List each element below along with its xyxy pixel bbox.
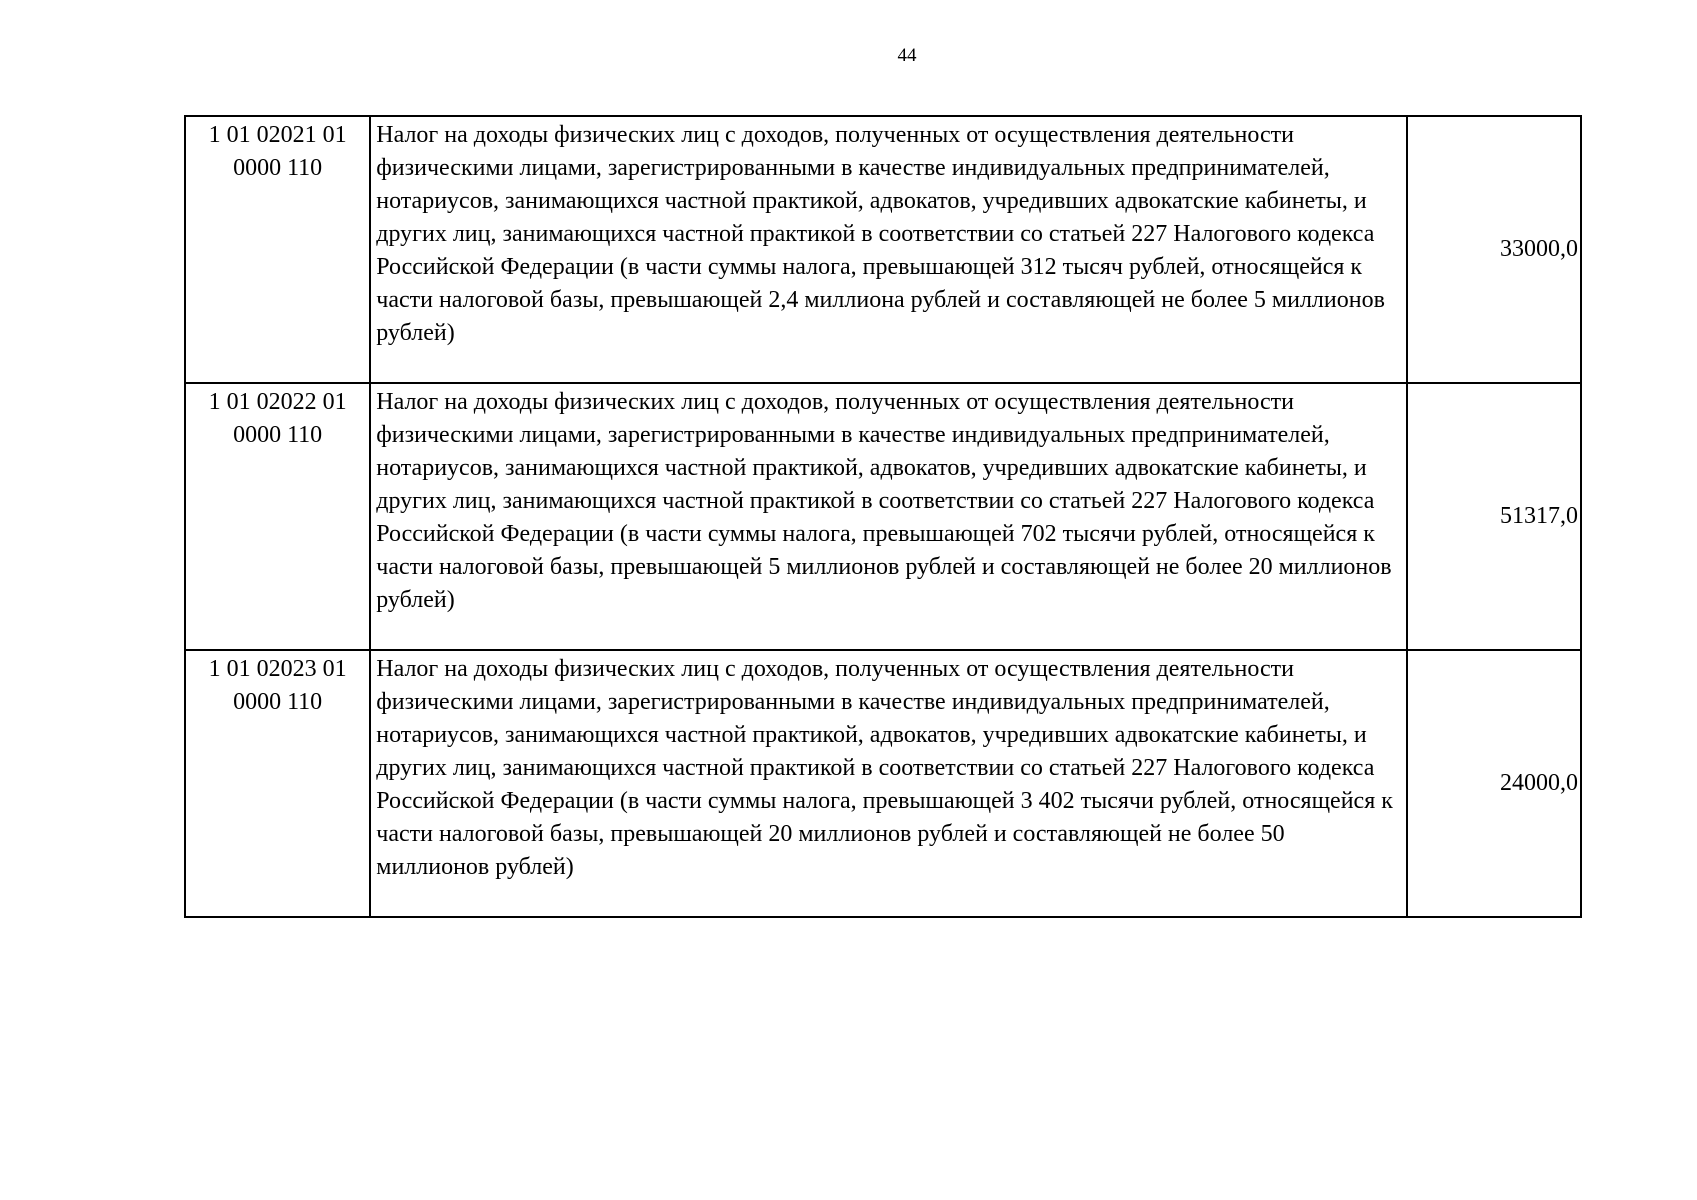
page-number: 44 bbox=[897, 45, 917, 66]
revenue-name-cell: Налог на доходы физических лиц с доходов, полученных от осуществления деятельности физическими лицами, зарегистрированными в качестве индивидуальных предпринимателей, нотариусов, занимающихся частной практикой, адвокатов, учредивших адвокатские кабинеты, и других лиц, занимающихся частной практикой в соответствии со статьей 227 Налогового кодекса Российской Федерации (в части суммы налога, превышающей 312 тысяч рублей, относящейся к части налоговой базы, превышающей 2,4 миллиона рублей и составляющей не более 5 миллионов рублей) bbox=[370, 116, 1406, 383]
budget-code-line: 0000 110 bbox=[233, 422, 323, 448]
budget-code-cell bbox=[185, 383, 370, 650]
budget-code-line: 1 01 02021 01 bbox=[208, 122, 347, 148]
budget-code-line: 1 01 02023 01 bbox=[208, 656, 347, 682]
table-row bbox=[185, 116, 1581, 383]
revenue-name-cell: Налог на доходы физических лиц с доходов, полученных от осуществления деятельности физическими лицами, зарегистрированными в качестве индивидуальных предпринимателей, нотариусов, занимающихся частной практикой, адвокатов, учредивших адвокатские кабинеты, и других лиц, занимающихся частной практикой в соответствии со статьей 227 Налогового кодекса Российской Федерации (в части суммы налога, превышающей 3 402 тысячи рублей, относящейся к части налоговой базы, превышающей 20 миллионов рублей и составляющей не более 50 миллионов рублей) bbox=[370, 650, 1406, 917]
budget-code-line: 0000 110 bbox=[233, 155, 323, 181]
amount-cell: 24000,0 bbox=[1407, 650, 1581, 917]
budget-code-cell bbox=[185, 116, 370, 383]
table-row bbox=[185, 650, 1581, 917]
revenue-name-cell: Налог на доходы физических лиц с доходов, полученных от осуществления деятельности физическими лицами, зарегистрированными в качестве индивидуальных предпринимателей, нотариусов, занимающихся частной практикой, адвокатов, учредивших адвокатские кабинеты, и других лиц, занимающихся частной практикой в соответствии со статьей 227 Налогового кодекса Российской Федерации (в части суммы налога, превышающей 702 тысячи рублей, относящейся к части налоговой базы, превышающей 5 миллионов рублей и составляющей не более 20 миллионов рублей) bbox=[370, 383, 1406, 650]
budget-code-line: 0000 110 bbox=[233, 689, 323, 715]
budget-code-line: 1 01 02022 01 bbox=[208, 389, 347, 415]
table-row bbox=[185, 383, 1581, 650]
amount-cell: 51317,0 bbox=[1407, 383, 1581, 650]
budget-revenue-table bbox=[184, 115, 1582, 918]
budget-code-cell bbox=[185, 650, 370, 917]
amount-cell: 33000,0 bbox=[1407, 116, 1581, 383]
